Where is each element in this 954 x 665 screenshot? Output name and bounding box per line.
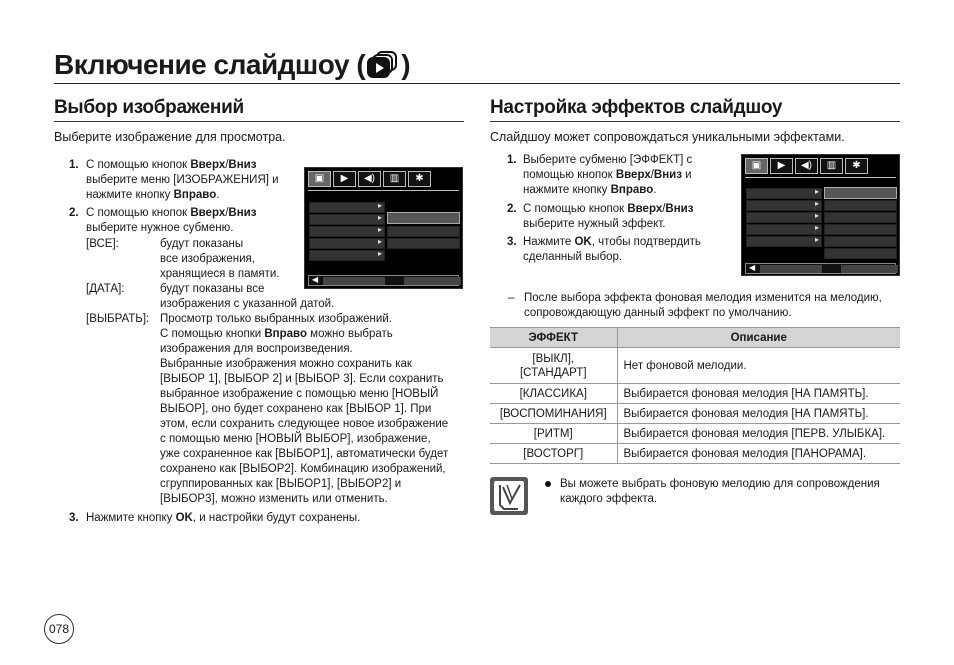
option-desc: сохранено как [ВЫБОР2]. Комбинацию изображений, <box>160 463 446 475</box>
camera-menu-screen <box>304 167 463 289</box>
option-desc: выбранное изображение с помощью меню [НОВЫЙ <box>160 388 439 400</box>
table-cell-effect: [ВОСПОМИНАНИЯ] <box>490 404 617 424</box>
table-row <box>490 444 900 464</box>
step-text: Нажмите OK, чтобы подтвердить <box>523 236 701 248</box>
page-number: 078 <box>44 614 74 644</box>
play-tab-icon: ▶ <box>770 158 793 174</box>
table-cell-description: Выбирается фоновая мелодия [ПАНОРАМА]. <box>617 444 900 464</box>
play-tab-icon: ▶ <box>333 171 356 187</box>
image-tab-icon: ▣ <box>308 171 331 187</box>
step-text: сделанный выбор. <box>523 251 623 263</box>
step-number: 3. <box>507 236 517 248</box>
slideshow-icon <box>367 51 399 79</box>
step-text: нажмите кнопку Вправо. <box>86 189 220 201</box>
tip-text: каждого эффекта. <box>560 493 658 505</box>
settings-tab-icon: ✱ <box>845 158 868 174</box>
step-text: выберите нужное субменю. <box>86 222 234 234</box>
option-desc: изображения с указанной датой. <box>160 298 335 310</box>
option-desc: Выбранные изображения можно сохранить как <box>160 358 412 370</box>
page-title-prefix: Включение слайдшоу ( <box>54 48 366 80</box>
table-cell-effect: [КЛАССИКА] <box>490 384 617 404</box>
table-cell-effect: [РИТМ] <box>490 424 617 444</box>
table-row <box>490 424 900 444</box>
table-header-description: Описание <box>617 328 900 348</box>
step-text: помощью кнопок Вверх/Вниз и <box>523 169 692 181</box>
note-text: После выбора эффекта фоновая мелодия изменится на мелодию, <box>524 292 882 304</box>
camera-menu-screen <box>741 154 900 276</box>
page-title-suffix: ) <box>401 48 411 80</box>
option-label: [ДАТА]: <box>86 283 125 295</box>
arrow-right-icon: ▸ <box>814 223 819 232</box>
arrow-right-icon: ▸ <box>814 199 819 208</box>
arrow-right-icon: ▸ <box>814 187 819 196</box>
bullet-icon <box>545 481 551 487</box>
table-cell-description: Выбирается фоновая мелодия [НА ПАМЯТЬ]. <box>617 384 900 404</box>
note-pencil-icon <box>490 477 528 515</box>
option-desc: уже сохраненное как [ВЫБОР1], автоматически будет <box>160 448 449 460</box>
section-heading-effects: Настройка эффектов слайдшоу <box>490 97 900 122</box>
intro-text: Слайдшоу может сопровождаться уникальными эффектами. <box>490 130 845 144</box>
step-number: 1. <box>507 154 517 166</box>
table-row <box>490 348 900 384</box>
section-heading-image-select: Выбор изображений <box>54 97 464 122</box>
option-desc: будут показаны все <box>160 283 265 295</box>
arrow-right-icon: ▸ <box>814 211 819 220</box>
option-desc: [ВЫБОР 1], [ВЫБОР 2] и [ВЫБОР 3]. Если сохранить <box>160 373 444 385</box>
step-text: нажмите кнопку Вправо. <box>523 184 657 196</box>
step-text: выберите нужный эффект. <box>523 218 666 230</box>
table-header-effect: ЭФФЕКТ <box>490 328 617 348</box>
option-desc: будут показаны <box>160 238 244 250</box>
option-label: [ВЫБРАТЬ]: <box>86 313 150 325</box>
table-cell-effect: [ВОСТОРГ] <box>490 444 617 464</box>
effects-table <box>490 327 900 464</box>
back-icon: ◀ <box>749 263 756 272</box>
back-icon: ◀ <box>312 275 319 284</box>
step-text: С помощью кнопок Вверх/Вниз <box>86 159 257 171</box>
memory-tab-icon: ▥ <box>820 158 843 174</box>
sound-tab-icon: ◀) <box>795 158 818 174</box>
step-number: 3. <box>69 512 79 524</box>
arrow-right-icon: ▸ <box>377 201 382 210</box>
option-desc: хранящиеся в памяти. <box>160 268 280 280</box>
sound-tab-icon: ◀) <box>358 171 381 187</box>
option-label: [ВСЕ]: <box>86 238 119 250</box>
table-cell-description: Выбирается фоновая мелодия [ПЕРВ. УЛЫБКА]. <box>617 424 900 444</box>
step-text: С помощью кнопок Вверх/Вниз <box>523 203 694 215</box>
option-desc: изображения для воспроизведения. <box>160 343 353 355</box>
option-desc: этом, если сохранить следующее новое изображение <box>160 418 449 430</box>
option-desc: [ВЫБОР3], можно изменить или отменить. <box>160 493 388 505</box>
arrow-right-icon: ▸ <box>377 237 382 246</box>
step-text: выберите меню [ИЗОБРАЖЕНИЯ] и <box>86 174 279 186</box>
option-desc: сгруппированных как [ВЫБОР1], [ВЫБОР2] и <box>160 478 402 490</box>
memory-tab-icon: ▥ <box>383 171 406 187</box>
table-cell-description: Нет фоновой мелодии. <box>617 348 900 384</box>
step-text: Выберите субменю [ЭФФЕКТ] с <box>523 154 693 166</box>
option-desc: все изображения, <box>160 253 255 265</box>
note-text: сопровождающую данный эффект по умолчанию. <box>524 307 792 319</box>
arrow-right-icon: ▸ <box>377 225 382 234</box>
image-tab-icon: ▣ <box>745 158 768 174</box>
option-desc: с помощью меню [НОВЫЙ ВЫБОР], изображение, <box>160 433 431 445</box>
option-desc: ВЫБОР], оно будет сохранено как [ВЫБОР 1]. При <box>160 403 432 415</box>
step-number: 1. <box>69 159 79 171</box>
tip-text: Вы можете выбрать фоновую мелодию для сопровождения <box>560 478 880 490</box>
page-title <box>54 46 900 84</box>
step-number: 2. <box>69 207 79 219</box>
table-row <box>490 384 900 404</box>
table-cell-effect: [ВЫКЛ], [СТАНДАРТ] <box>490 348 617 384</box>
arrow-right-icon: ▸ <box>377 249 382 258</box>
step-text: Нажмите кнопку OK, и настройки будут сохранены. <box>86 512 361 524</box>
settings-tab-icon: ✱ <box>408 171 431 187</box>
table-row <box>490 404 900 424</box>
option-desc: Просмотр только выбранных изображений. <box>160 313 392 325</box>
intro-text: Выберите изображение для просмотра. <box>54 130 286 144</box>
option-desc: С помощью кнопки Вправо можно выбрать <box>160 328 393 340</box>
step-number: 2. <box>507 203 517 215</box>
arrow-right-icon: ▸ <box>814 235 819 244</box>
step-text: С помощью кнопок Вверх/Вниз <box>86 207 257 219</box>
note-dash: – <box>508 292 515 304</box>
arrow-right-icon: ▸ <box>377 213 382 222</box>
table-cell-description: Выбирается фоновая мелодия [НА ПАМЯТЬ]. <box>617 404 900 424</box>
